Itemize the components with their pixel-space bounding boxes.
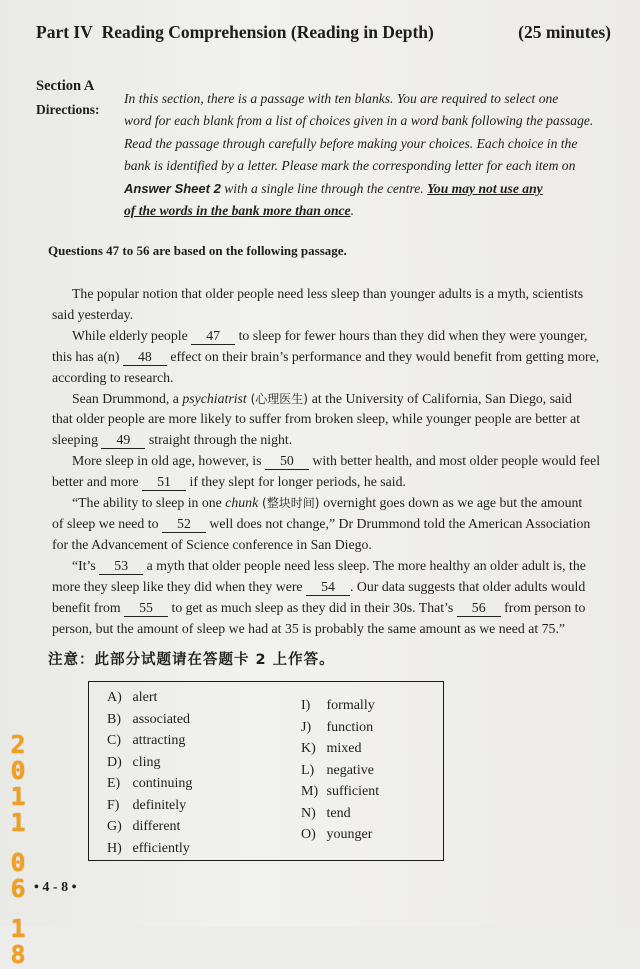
passage-line bbox=[52, 451, 612, 472]
blank-48: 48 bbox=[123, 349, 167, 366]
word-bank-item bbox=[107, 816, 192, 838]
choice-word: negative bbox=[326, 762, 374, 778]
choice-letter: L) bbox=[301, 762, 315, 778]
text-fragment: a myth that older people need less sleep. The more healthy an older adult is, the bbox=[143, 557, 586, 573]
directions-line bbox=[124, 200, 614, 222]
word-bank-item bbox=[107, 687, 192, 709]
text-fragment: to sleep for fewer hours than they did when they were younger, bbox=[235, 327, 588, 343]
choice-word: alert bbox=[132, 690, 158, 705]
text-fragment: benefit from bbox=[52, 599, 125, 615]
word-bank-column-left bbox=[107, 687, 192, 859]
part-header bbox=[36, 22, 611, 43]
text-fragment: . Our data suggests that older adults would bbox=[350, 578, 586, 594]
directions-text bbox=[124, 88, 614, 222]
blank-53: 53 bbox=[99, 558, 143, 575]
blank-54: 54 bbox=[306, 579, 350, 596]
word-bank-item bbox=[301, 803, 379, 825]
choice-letter: D) bbox=[107, 754, 122, 770]
stamp-digit: 0 bbox=[10, 756, 26, 785]
choice-word: formally bbox=[326, 698, 375, 713]
word-bank-item bbox=[107, 752, 192, 774]
choice-letter: E) bbox=[107, 776, 121, 791]
choice-word: mixed bbox=[326, 741, 362, 756]
text-fragment: this has a(n) bbox=[52, 348, 123, 364]
text-fragment: with better health, and most older people would feel bbox=[308, 453, 601, 469]
choice-word: different bbox=[132, 819, 181, 834]
choice-word: function bbox=[326, 719, 374, 735]
section-title: Section A bbox=[36, 78, 95, 94]
word-bank-column-right bbox=[301, 695, 379, 846]
word-bank-item bbox=[301, 824, 379, 846]
chinese-gloss: (整块时间) bbox=[258, 496, 324, 511]
choice-letter: G) bbox=[107, 819, 122, 834]
stamp-digit: 0 bbox=[10, 848, 26, 877]
text-fragment: well does not change,” Dr Drummond told the American Association bbox=[205, 515, 591, 531]
text-fragment: straight through the night. bbox=[145, 432, 293, 448]
passage-line bbox=[52, 326, 612, 347]
stamp-digit: 6 bbox=[10, 874, 26, 903]
passage-line: person, but the amount of sleep we had at 35 is probably the same amount as we need at 75.” bbox=[52, 620, 566, 636]
stamp-digit: 2 bbox=[10, 730, 26, 759]
directions-line: Read the passage through carefully before making your choices. Each choice in the bbox=[124, 135, 578, 151]
word-bank-item bbox=[107, 709, 192, 731]
reading-passage bbox=[52, 284, 612, 639]
blank-52: 52 bbox=[162, 516, 206, 533]
choice-letter: B) bbox=[107, 711, 121, 727]
choice-word: associated bbox=[132, 711, 191, 727]
time-limit: (25 minutes) bbox=[518, 22, 611, 42]
text-fragment: “The ability to sleep in one bbox=[72, 495, 226, 511]
passage-line bbox=[52, 493, 612, 514]
text-fragment: sleeping bbox=[52, 432, 102, 448]
glossed-term: chunk bbox=[225, 495, 259, 511]
passage-line bbox=[52, 430, 612, 451]
directions-line: word for each blank from a list of choices given in a word bank following the passage. bbox=[124, 113, 594, 129]
answer-sheet-ref: Answer Sheet 2 bbox=[124, 180, 221, 196]
word-bank-item bbox=[301, 781, 379, 803]
text-fragment: at the University of California, San Diego, said bbox=[311, 390, 572, 406]
page-number: • 4 - 8 • bbox=[34, 880, 77, 895]
blank-55: 55 bbox=[124, 600, 168, 617]
camera-date-stamp bbox=[3, 732, 33, 968]
blank-47: 47 bbox=[191, 328, 235, 345]
choice-word: attracting bbox=[132, 733, 186, 748]
answer-sheet-note: 注意：此部分试题请在答题卡 2 上作答。 bbox=[48, 652, 335, 668]
choice-word: cling bbox=[132, 754, 161, 770]
text-fragment: While elderly people bbox=[72, 327, 192, 343]
passage-line: said yesterday. bbox=[52, 306, 134, 322]
choice-letter: H) bbox=[107, 840, 122, 856]
no-reuse-rule: You may not use any bbox=[427, 180, 543, 196]
glossed-term: psychiatrist bbox=[182, 390, 247, 406]
passage-line: The popular notion that older people need less sleep than younger adults is a myth, scientists bbox=[72, 286, 584, 301]
choice-letter: K) bbox=[301, 741, 316, 756]
passage-line bbox=[52, 577, 612, 598]
choice-letter: A) bbox=[107, 690, 122, 705]
blank-50: 50 bbox=[265, 453, 309, 470]
stamp-digit: 1 bbox=[10, 808, 26, 837]
choice-letter: C) bbox=[107, 733, 121, 748]
choice-word: efficiently bbox=[132, 840, 190, 856]
blank-49: 49 bbox=[101, 432, 145, 449]
stamp-digit: 8 bbox=[10, 940, 26, 969]
choice-letter: O) bbox=[301, 827, 316, 842]
choice-letter: J) bbox=[301, 719, 312, 735]
directions-fragment: with a single line through the centre. bbox=[220, 180, 428, 196]
directions-line bbox=[124, 178, 614, 200]
stamp-digit: 1 bbox=[10, 782, 26, 811]
text-fragment: better and more bbox=[52, 474, 143, 490]
questions-intro: Questions 47 to 56 are based on the following passage. bbox=[48, 243, 347, 258]
text-fragment: overnight goes down as we age but the amount bbox=[323, 495, 583, 511]
word-bank-item bbox=[301, 695, 379, 717]
text-fragment: from person to bbox=[500, 599, 586, 615]
text-fragment: Sean Drummond, a bbox=[72, 390, 183, 406]
directions-line: bank is identified by a letter. Please mark the corresponding letter for each item on bbox=[124, 158, 576, 174]
directions-fragment: . bbox=[350, 203, 354, 219]
no-reuse-rule: of the words in the bank more than once bbox=[124, 203, 351, 219]
word-bank-item bbox=[107, 795, 192, 817]
word-bank-item bbox=[107, 838, 192, 860]
choice-word: sufficient bbox=[326, 784, 380, 799]
choice-letter: N) bbox=[301, 805, 316, 821]
passage-line bbox=[52, 389, 612, 410]
choice-word: tend bbox=[326, 805, 351, 821]
choice-letter: I) bbox=[301, 698, 311, 713]
part-title bbox=[36, 22, 434, 43]
blank-51: 51 bbox=[142, 474, 186, 491]
passage-line: for the Advancement of Science conference in San Diego. bbox=[52, 536, 372, 552]
word-bank-item bbox=[301, 717, 379, 739]
text-fragment: More sleep in old age, however, is bbox=[72, 453, 265, 469]
word-bank-item bbox=[301, 760, 379, 782]
passage-line bbox=[52, 556, 612, 577]
choice-letter: F) bbox=[107, 797, 120, 813]
blank-56: 56 bbox=[457, 600, 501, 617]
passage-line bbox=[52, 514, 612, 535]
passage-line bbox=[52, 598, 612, 619]
text-fragment: if they slept for longer periods, he said. bbox=[186, 474, 406, 490]
part-name: Reading Comprehension (Reading in Depth) bbox=[101, 22, 434, 42]
text-fragment: more they sleep like they did when they were bbox=[52, 578, 307, 594]
passage-line bbox=[52, 347, 612, 368]
passage-line bbox=[52, 472, 612, 493]
passage-line: according to research. bbox=[52, 369, 174, 385]
choice-word: definitely bbox=[132, 797, 187, 813]
text-fragment: “It’s bbox=[72, 557, 100, 573]
word-bank-item bbox=[107, 773, 192, 795]
choice-letter: M) bbox=[301, 784, 319, 799]
text-fragment: of sleep we need to bbox=[52, 515, 162, 531]
choice-word: continuing bbox=[132, 776, 193, 791]
stamp-digit: 1 bbox=[10, 914, 26, 943]
chinese-gloss: (心理医生) bbox=[246, 391, 312, 406]
text-fragment: effect on their brain’s performance and they would benefit from getting more, bbox=[166, 348, 600, 364]
passage-line: that older people are more likely to suffer from broken sleep, while younger people are better at bbox=[52, 411, 581, 427]
directions-label: Directions: bbox=[36, 102, 100, 117]
word-bank-item bbox=[301, 738, 379, 760]
word-bank bbox=[88, 681, 444, 861]
directions-line: In this section, there is a passage with ten blanks. You are required to select one bbox=[124, 91, 559, 106]
part-number: Part IV bbox=[36, 22, 93, 42]
word-bank-item bbox=[107, 730, 192, 752]
text-fragment: to get as much sleep as they did in their 30s. That’s bbox=[168, 599, 457, 615]
choice-word: younger bbox=[326, 827, 373, 842]
